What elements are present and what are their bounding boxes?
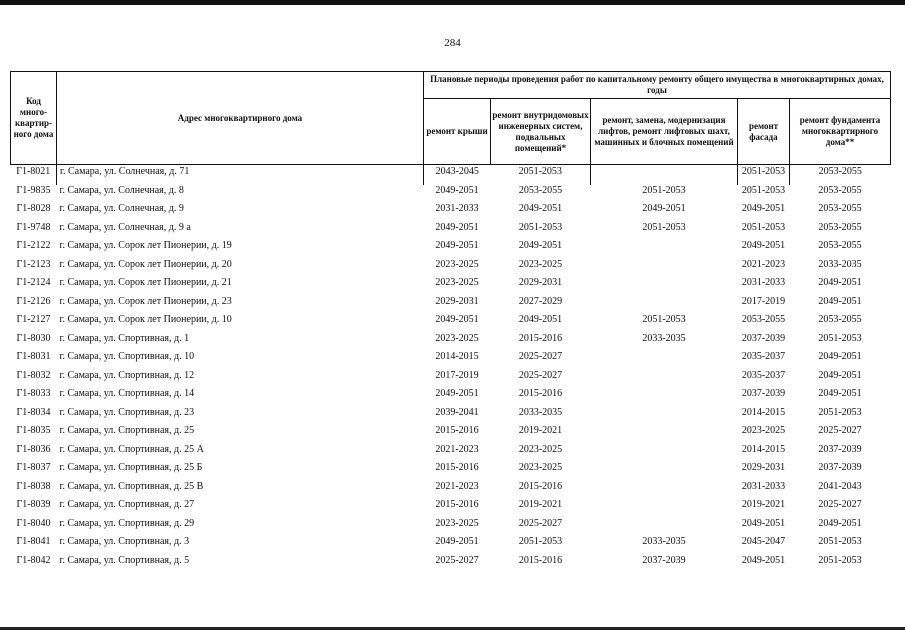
cell-facade: 2021-2023 xyxy=(741,258,786,270)
table-row xyxy=(11,185,891,204)
cell-address: г. Самара, ул. Спортивная, д. 27 xyxy=(59,499,195,510)
cell-roof: 2029-2031 xyxy=(435,295,479,307)
table-row xyxy=(11,444,891,463)
cell-facade: 2035-2037 xyxy=(741,351,786,362)
cell-elevators: 2037-2039 xyxy=(642,554,686,566)
table-row xyxy=(11,481,891,500)
cell-facade: 2045-2047 xyxy=(741,536,786,547)
table-row xyxy=(11,333,891,352)
cell-elevators xyxy=(591,296,738,315)
cell-roof: 2049-2051 xyxy=(435,536,479,547)
cell-foundation: 2049-2051 xyxy=(818,388,862,399)
cell-engineering: 2029-2031 xyxy=(518,277,563,288)
cell-code: Г1-8034 xyxy=(16,406,51,418)
table-row xyxy=(11,314,891,333)
cell-facade: 2031-2033 xyxy=(741,277,786,288)
cell-roof: 2043-2045 xyxy=(424,165,491,185)
cell-foundation: 2049-2051 xyxy=(818,351,862,362)
cell-foundation: 2051-2053 xyxy=(818,554,862,566)
cell-roof: 2025-2027 xyxy=(435,554,479,566)
cell-engineering: 2051-2053 xyxy=(518,536,563,547)
cell-engineering: 2015-2016 xyxy=(518,388,563,399)
cell-elevators xyxy=(591,388,738,407)
cell-facade: 2051-2053 xyxy=(741,184,786,196)
cell-facade: 2031-2033 xyxy=(741,480,786,492)
cell-foundation: 2053-2055 xyxy=(818,314,862,325)
cell-facade: 2029-2031 xyxy=(741,462,786,473)
cell-facade: 2023-2025 xyxy=(741,425,786,436)
cell-engineering: 2025-2027 xyxy=(518,517,563,529)
table-header xyxy=(11,72,891,165)
cell-elevators xyxy=(591,462,738,481)
table-row xyxy=(11,222,891,241)
cell-roof: 2015-2016 xyxy=(435,499,479,510)
table-row xyxy=(11,407,891,426)
cell-foundation: 2049-2051 xyxy=(818,295,862,307)
cell-facade: 2037-2039 xyxy=(741,388,786,399)
cell-foundation: 2025-2027 xyxy=(818,425,862,436)
cell-address: г. Самара, ул. Спортивная, д. 3 xyxy=(59,536,190,547)
cell-address: г. Самара, ул. Сорок лет Пионерии, д. 21 xyxy=(59,277,232,288)
cell-foundation: 2053-2055 xyxy=(818,184,862,196)
table-row xyxy=(11,240,891,259)
cell-elevators xyxy=(591,444,738,463)
cell-facade: 2037-2039 xyxy=(741,332,786,344)
cell-code: Г1-8041 xyxy=(16,536,51,547)
cell-address: г. Самара, ул. Спортивная, д. 12 xyxy=(59,369,195,381)
cell-code: Г1-8036 xyxy=(16,443,51,455)
cell-roof: 2014-2015 xyxy=(435,351,479,362)
cell-elevators: 2051-2053 xyxy=(642,184,686,196)
header-roof: ремонт крыши xyxy=(424,99,491,165)
cell-facade: 2051-2053 xyxy=(738,165,790,185)
cell-roof: 2049-2051 xyxy=(435,240,479,251)
cell-elevators xyxy=(591,518,738,537)
cell-facade: 2053-2055 xyxy=(741,314,786,325)
cell-roof: 2049-2051 xyxy=(435,221,479,233)
cell-elevators xyxy=(591,499,738,518)
table-row xyxy=(11,277,891,296)
cell-code: Г1-8028 xyxy=(16,203,51,214)
cell-elevators xyxy=(591,370,738,389)
cell-elevators: 2049-2051 xyxy=(642,203,686,214)
cell-foundation: 2051-2053 xyxy=(818,332,862,344)
cell-foundation: 2051-2053 xyxy=(818,406,862,418)
table-row xyxy=(11,388,891,407)
cell-code: Г1-8038 xyxy=(16,480,51,492)
cell-foundation: 2049-2051 xyxy=(818,277,862,288)
cell-elevators: 2033-2035 xyxy=(642,332,686,344)
cell-address: г. Самара, ул. Спортивная, д. 25 А xyxy=(59,443,204,455)
cell-foundation: 2041-2043 xyxy=(818,480,862,492)
cell-foundation: 2053-2055 xyxy=(818,166,862,177)
cell-code: Г1-8042 xyxy=(16,554,51,566)
cell-engineering: 2015-2016 xyxy=(518,332,563,344)
table-body xyxy=(11,165,891,574)
cell-roof: 2039-2041 xyxy=(435,406,479,418)
cell-address: г. Самара, ул. Спортивная, д. 1 xyxy=(59,332,190,344)
cell-foundation: 2053-2055 xyxy=(818,240,862,251)
cell-facade: 2035-2037 xyxy=(741,369,786,381)
table-row xyxy=(11,259,891,278)
cell-code: Г1-2122 xyxy=(16,240,51,251)
cell-facade: 2017-2019 xyxy=(741,295,786,307)
cell-roof: 2021-2023 xyxy=(435,480,479,492)
cell-address: г. Самара, ул. Солнечная, д. 9 xyxy=(59,203,184,214)
cell-roof: 2023-2025 xyxy=(435,517,479,529)
cell-roof: 2049-2051 xyxy=(435,388,479,399)
cell-facade: 2014-2015 xyxy=(741,406,786,418)
cell-address: г. Самара, ул. Сорок лет Пионерии, д. 10 xyxy=(59,314,232,325)
cell-roof: 2023-2025 xyxy=(435,277,479,288)
cell-code: Г1-8032 xyxy=(16,369,51,381)
cell-engineering: 2033-2035 xyxy=(518,406,563,418)
cell-elevators xyxy=(591,259,738,278)
cell-engineering: 2025-2027 xyxy=(518,369,563,381)
cell-foundation: 2053-2055 xyxy=(818,203,862,214)
cell-engineering: 2027-2029 xyxy=(518,295,563,307)
cell-code: Г1-8040 xyxy=(16,517,51,529)
cell-code: Г1-2124 xyxy=(16,277,51,288)
cell-address: г. Самара, ул. Солнечная, д. 71 xyxy=(60,166,190,177)
table-row xyxy=(11,351,891,370)
cell-elevators: 2051-2053 xyxy=(642,221,686,233)
cell-roof: 2031-2033 xyxy=(435,203,479,214)
cell-code: Г1-9835 xyxy=(16,184,51,196)
cell-code: Г1-2127 xyxy=(16,314,51,325)
cell-elevators xyxy=(591,277,738,296)
cell-facade: 2051-2053 xyxy=(741,221,786,233)
bottom-border xyxy=(0,627,905,630)
cell-address: г. Самара, ул. Спортивная, д. 25 Б xyxy=(59,462,203,473)
cell-elevators xyxy=(591,351,738,370)
cell-foundation: 2053-2055 xyxy=(818,221,862,233)
cell-foundation: 2049-2051 xyxy=(818,517,862,529)
cell-engineering: 2023-2025 xyxy=(518,258,563,270)
cell-elevators xyxy=(591,407,738,426)
table-row xyxy=(11,165,891,185)
cell-roof: 2023-2025 xyxy=(435,332,479,344)
header-engineering: ремонт внутридомовых инженерных систем, подвальных помещений* xyxy=(491,99,591,165)
cell-foundation: 2037-2039 xyxy=(818,462,862,473)
cell-roof: 2021-2023 xyxy=(435,443,479,455)
cell-address: г. Самара, ул. Сорок лет Пионерии, д. 19 xyxy=(59,240,232,251)
table-row xyxy=(11,518,891,537)
cell-elevators: 2033-2035 xyxy=(642,536,686,547)
cell-roof: 2049-2051 xyxy=(435,314,479,325)
cell-engineering: 2015-2016 xyxy=(518,480,563,492)
header-facade: ремонт фасада xyxy=(738,99,790,165)
header-code: Код много-квартир-ного дома xyxy=(11,72,57,165)
cell-code: Г1-9748 xyxy=(16,221,51,233)
cell-address: г. Самара, ул. Сорок лет Пионерии, д. 20 xyxy=(59,258,232,270)
cell-code: Г1-2123 xyxy=(16,258,51,270)
cell-engineering: 2051-2053 xyxy=(518,221,563,233)
cell-elevators xyxy=(591,165,738,185)
cell-roof: 2049-2051 xyxy=(435,184,479,196)
cell-elevators xyxy=(591,425,738,444)
cell-roof: 2023-2025 xyxy=(435,258,479,270)
cell-code: Г1-8031 xyxy=(16,351,51,362)
cell-address: г. Самара, ул. Спортивная, д. 10 xyxy=(59,351,195,362)
table-row xyxy=(11,425,891,444)
cell-code: Г1-2126 xyxy=(16,295,51,307)
cell-roof: 2017-2019 xyxy=(435,369,479,381)
table-row xyxy=(11,555,891,574)
cell-engineering: 2049-2051 xyxy=(518,240,563,251)
cell-elevators: 2051-2053 xyxy=(642,314,686,325)
cell-facade: 2049-2051 xyxy=(741,203,786,214)
cell-address: г. Самара, ул. Спортивная, д. 25 В xyxy=(59,480,204,492)
cell-address: г. Самара, ул. Спортивная, д. 23 xyxy=(59,406,195,418)
cell-foundation: 2025-2027 xyxy=(818,499,862,510)
table-row xyxy=(11,370,891,389)
cell-facade: 2049-2051 xyxy=(741,240,786,251)
cell-engineering: 2025-2027 xyxy=(518,351,563,362)
repair-schedule-table xyxy=(10,71,891,573)
cell-roof: 2015-2016 xyxy=(435,462,479,473)
cell-roof: 2015-2016 xyxy=(435,425,479,436)
cell-engineering: 2019-2021 xyxy=(518,499,563,510)
cell-foundation: 2051-2053 xyxy=(818,536,862,547)
cell-address: г. Самара, ул. Спортивная, д. 29 xyxy=(59,517,195,529)
cell-engineering: 2015-2016 xyxy=(518,554,563,566)
cell-facade: 2049-2051 xyxy=(741,517,786,529)
cell-address: г. Самара, ул. Спортивная, д. 25 xyxy=(59,425,195,436)
header-group: Плановые периоды проведения работ по капитальному ремонту общего имущества в многоквартирных домах, годы xyxy=(424,72,891,99)
cell-address: г. Самара, ул. Сорок лет Пионерии, д. 23 xyxy=(59,295,232,307)
cell-code: Г1-8039 xyxy=(16,499,51,510)
table-row xyxy=(11,296,891,315)
cell-code: Г1-8037 xyxy=(16,462,51,473)
cell-foundation: 2033-2035 xyxy=(818,258,862,270)
page-number: 284 xyxy=(444,37,461,49)
cell-engineering: 2023-2025 xyxy=(518,462,563,473)
header-elevators: ремонт, замена, модернизация лифтов, ремонт лифтовых шахт, машинных и блочных помещений xyxy=(591,99,738,165)
cell-address: г. Самара, ул. Спортивная, д. 5 xyxy=(59,554,190,566)
cell-foundation: 2037-2039 xyxy=(818,443,862,455)
cell-address: г. Самара, ул. Спортивная, д. 14 xyxy=(59,388,195,399)
cell-address: г. Самара, ул. Солнечная, д. 8 xyxy=(59,184,184,196)
top-border xyxy=(0,0,905,5)
cell-engineering: 2049-2051 xyxy=(518,314,563,325)
cell-engineering: 2051-2053 xyxy=(491,165,591,185)
cell-engineering: 2023-2025 xyxy=(518,443,563,455)
cell-address: г. Самара, ул. Солнечная, д. 9 а xyxy=(59,221,191,233)
cell-code: Г1-8021 xyxy=(11,165,57,185)
cell-elevators xyxy=(591,240,738,259)
table-row xyxy=(11,499,891,518)
cell-code: Г1-8033 xyxy=(16,388,51,399)
cell-facade: 2049-2051 xyxy=(741,554,786,566)
cell-engineering: 2019-2021 xyxy=(518,425,563,436)
cell-foundation: 2049-2051 xyxy=(818,369,862,381)
cell-facade: 2019-2021 xyxy=(741,499,786,510)
cell-code: Г1-8030 xyxy=(16,332,51,344)
header-address: Адрес многоквартирного дома xyxy=(57,72,424,165)
table-row xyxy=(11,462,891,481)
cell-facade: 2014-2015 xyxy=(741,443,786,455)
cell-engineering: 2053-2055 xyxy=(518,184,563,196)
table-row xyxy=(11,203,891,222)
table-row xyxy=(11,536,891,555)
cell-elevators xyxy=(591,481,738,500)
header-foundation: ремонт фундамента многоквартирного дома** xyxy=(790,99,891,165)
cell-engineering: 2049-2051 xyxy=(518,203,563,214)
cell-code: Г1-8035 xyxy=(16,425,51,436)
